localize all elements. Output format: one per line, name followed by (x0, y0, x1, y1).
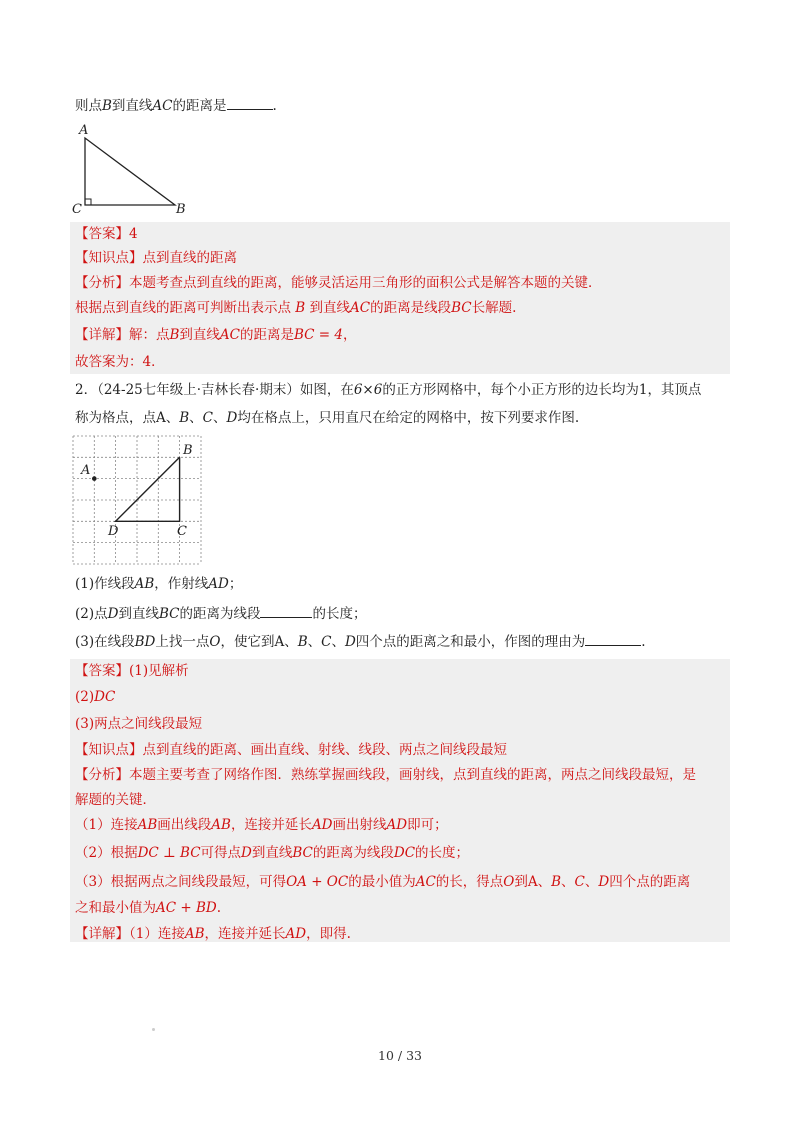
q2-step-3: （3）根据两点之间线段最短，可得OA + OC的最小值为AC的长，得点O到A、B、C、D四个点的距离 (75, 874, 691, 890)
answer-blank (260, 604, 312, 618)
q2-answer-2: (2)DC (75, 689, 116, 705)
q2-step-1: （1）连接AB画出线段AB，连接并延长AD画出射线AD即可； (75, 817, 448, 833)
q2-answer-1: 【答案】(1)见解析 (75, 663, 189, 679)
q2-part-2: (2)点D到直线BC的距离为线段 的长度； (75, 606, 367, 622)
q1-answer: 【答案】4 (75, 226, 138, 242)
q1-analysis-2: 根据点到直线的距离可判断出表示点 B 到直线AC的距离是线段BC长解题. (75, 300, 517, 316)
q2-step-4: 之和最小值为AC + BD. (75, 900, 222, 916)
q1-triangle-figure (70, 122, 200, 217)
label-b: B (183, 443, 193, 458)
q1-final-answer: 故答案为：4． (75, 354, 165, 370)
answer-blank (585, 632, 641, 646)
q1-question-line: 则点B到直线AC的距离是 . (75, 98, 277, 114)
label-d: D (108, 524, 119, 539)
q2-part-3: (3)在线段BD上找一点O，使它到A、B、C、D四个点的距离之和最小，作图的理由为 . (75, 634, 646, 650)
label-a: A (81, 463, 91, 478)
label-c: C (177, 524, 187, 539)
decorative-dot (152, 1028, 155, 1031)
label-b: B (176, 202, 186, 217)
q1-knowledge: 【知识点】点到直线的距离 (75, 250, 237, 266)
q1-analysis-1: 【分析】本题考查点到直线的距离，能够灵活运用三角形的面积公式是解答本题的关键． (75, 275, 602, 291)
q2-step-2: （2）根据DC ⊥ BC可得点D到直线BC的距离为线段DC的长度； (75, 845, 470, 861)
q2-analysis-1: 【分析】本题主要考查了网络作图．熟练掌握画线段，画射线，点到直线的距离，两点之间线段最短，是 (75, 767, 696, 783)
answer-blank (227, 96, 273, 110)
q1-detail: 【详解】解：点B到直线AC的距离是BC = 4， (75, 327, 357, 343)
q2-analysis-2: 解题的关键． (75, 792, 156, 808)
label-c: C (72, 202, 82, 217)
q2-stem-line-2: 称为格点，点A、B、C、D均在格点上，只用直尺在给定的网格中，按下列要求作图. (75, 410, 580, 426)
q2-detail: 【详解】（1）连接AB，连接并延长AD，即得. (75, 926, 351, 942)
label-a: A (79, 123, 89, 138)
q2-part-1: (1)作线段AB，作射线AD； (75, 576, 243, 592)
page-number: 10 / 33 (378, 1048, 422, 1063)
q2-answer-3: (3)两点之间线段最短 (75, 716, 203, 732)
q2-grid-figure (70, 434, 210, 568)
q2-knowledge: 【知识点】点到直线的距离、画出直线、射线、线段、两点之间线段最短 (75, 742, 507, 758)
q2-stem-line-1: 2．（24-25七年级上·吉林长春·期末）如图，在6×6的正方形网格中，每个小正方形的边长均为1，其顶点 (75, 382, 702, 398)
